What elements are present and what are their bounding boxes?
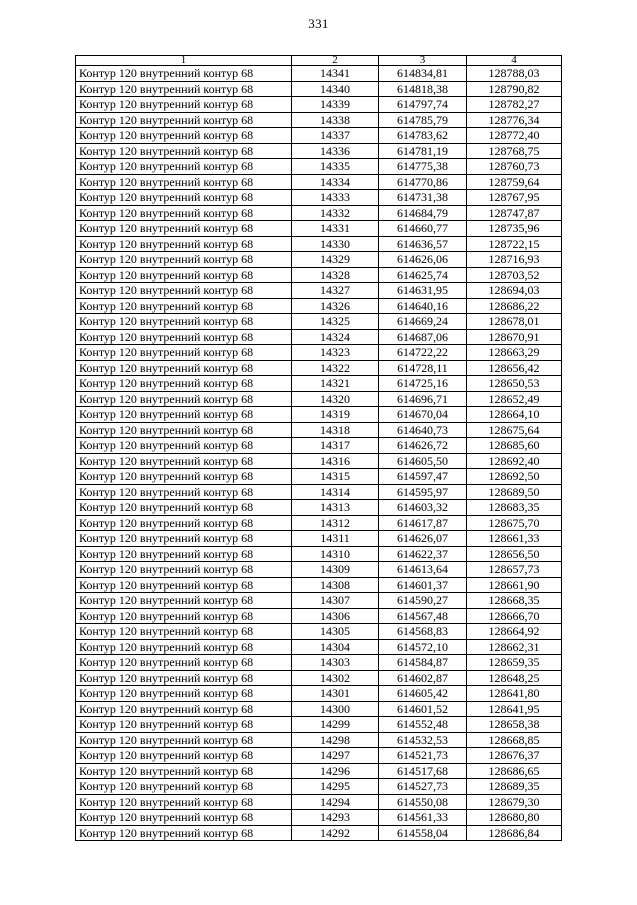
point-number-cell: 14302 bbox=[292, 670, 379, 686]
coordinate-y-cell: 128641,80 bbox=[467, 686, 562, 702]
coordinate-y-cell: 128686,65 bbox=[467, 763, 562, 779]
point-name-cell: Контур 120 внутренний контур 68 bbox=[76, 205, 292, 221]
table-row bbox=[76, 391, 562, 407]
point-number-cell: 14299 bbox=[292, 717, 379, 733]
coordinate-y-cell: 128680,80 bbox=[467, 810, 562, 826]
point-name-cell: Контур 120 внутренний контур 68 bbox=[76, 329, 292, 345]
table-row bbox=[76, 81, 562, 97]
coordinate-x-cell: 614636,57 bbox=[379, 236, 467, 252]
header-col-4: 4 bbox=[467, 56, 562, 66]
coordinate-x-cell: 614785,79 bbox=[379, 112, 467, 128]
point-number-cell: 14318 bbox=[292, 422, 379, 438]
coordinate-y-cell: 128679,30 bbox=[467, 794, 562, 810]
coordinate-x-cell: 614622,37 bbox=[379, 546, 467, 562]
point-number-cell: 14316 bbox=[292, 453, 379, 469]
table-row bbox=[76, 515, 562, 531]
point-name-cell: Контур 120 внутренний контур 68 bbox=[76, 484, 292, 500]
point-number-cell: 14313 bbox=[292, 500, 379, 516]
table-row bbox=[76, 267, 562, 283]
point-name-cell: Контур 120 внутренний контур 68 bbox=[76, 639, 292, 655]
point-number-cell: 14309 bbox=[292, 562, 379, 578]
coordinate-y-cell: 128670,91 bbox=[467, 329, 562, 345]
table-header bbox=[76, 56, 562, 66]
table-row bbox=[76, 376, 562, 392]
coordinate-x-cell: 614670,04 bbox=[379, 407, 467, 423]
coordinate-x-cell: 614797,74 bbox=[379, 97, 467, 113]
coordinate-x-cell: 614783,62 bbox=[379, 128, 467, 144]
point-name-cell: Контур 120 внутренний контур 68 bbox=[76, 376, 292, 392]
coordinate-x-cell: 614626,06 bbox=[379, 252, 467, 268]
table-row bbox=[76, 577, 562, 593]
coordinate-y-cell: 128675,70 bbox=[467, 515, 562, 531]
point-number-cell: 14303 bbox=[292, 655, 379, 671]
point-number-cell: 14315 bbox=[292, 469, 379, 485]
coordinate-x-cell: 614603,32 bbox=[379, 500, 467, 516]
point-name-cell: Контур 120 внутренний контур 68 bbox=[76, 810, 292, 826]
coordinate-x-cell: 614625,74 bbox=[379, 267, 467, 283]
coordinate-x-cell: 614552,48 bbox=[379, 717, 467, 733]
coordinate-y-cell: 128661,33 bbox=[467, 531, 562, 547]
point-number-cell: 14306 bbox=[292, 608, 379, 624]
point-number-cell: 14329 bbox=[292, 252, 379, 268]
coordinate-y-cell: 128689,35 bbox=[467, 779, 562, 795]
table-row bbox=[76, 143, 562, 159]
coordinate-x-cell: 614631,95 bbox=[379, 283, 467, 299]
point-name-cell: Контур 120 внутренний контур 68 bbox=[76, 236, 292, 252]
point-name-cell: Контур 120 внутренний контур 68 bbox=[76, 283, 292, 299]
table-row bbox=[76, 112, 562, 128]
table-row bbox=[76, 639, 562, 655]
coordinate-x-cell: 614601,37 bbox=[379, 577, 467, 593]
table-row bbox=[76, 407, 562, 423]
point-number-cell: 14334 bbox=[292, 174, 379, 190]
point-name-cell: Контур 120 внутренний контур 68 bbox=[76, 717, 292, 733]
point-number-cell: 14304 bbox=[292, 639, 379, 655]
coordinate-x-cell: 614617,87 bbox=[379, 515, 467, 531]
table-row bbox=[76, 174, 562, 190]
coordinate-y-cell: 128658,38 bbox=[467, 717, 562, 733]
point-number-cell: 14340 bbox=[292, 81, 379, 97]
point-number-cell: 14292 bbox=[292, 825, 379, 841]
point-number-cell: 14317 bbox=[292, 438, 379, 454]
table-row bbox=[76, 298, 562, 314]
point-name-cell: Контур 120 внутренний контур 68 bbox=[76, 686, 292, 702]
point-number-cell: 14308 bbox=[292, 577, 379, 593]
coordinate-y-cell: 128648,25 bbox=[467, 670, 562, 686]
coordinate-x-cell: 614550,08 bbox=[379, 794, 467, 810]
coordinate-x-cell: 614770,86 bbox=[379, 174, 467, 190]
point-name-cell: Контур 120 внутренний контур 68 bbox=[76, 221, 292, 237]
table-row bbox=[76, 701, 562, 717]
coordinate-x-cell: 614561,33 bbox=[379, 810, 467, 826]
point-name-cell: Контур 120 внутренний контур 68 bbox=[76, 779, 292, 795]
table-row bbox=[76, 66, 562, 82]
coordinate-x-cell: 614626,72 bbox=[379, 438, 467, 454]
coordinate-x-cell: 614572,10 bbox=[379, 639, 467, 655]
coordinate-y-cell: 128664,92 bbox=[467, 624, 562, 640]
table-row bbox=[76, 329, 562, 345]
table-row bbox=[76, 655, 562, 671]
point-name-cell: Контур 120 внутренний контур 68 bbox=[76, 391, 292, 407]
coordinate-y-cell: 128686,84 bbox=[467, 825, 562, 841]
point-name-cell: Контур 120 внутренний контур 68 bbox=[76, 701, 292, 717]
point-name-cell: Контур 120 внутренний контур 68 bbox=[76, 732, 292, 748]
table-row bbox=[76, 345, 562, 361]
point-number-cell: 14314 bbox=[292, 484, 379, 500]
point-number-cell: 14320 bbox=[292, 391, 379, 407]
point-name-cell: Контур 120 внутренний контур 68 bbox=[76, 112, 292, 128]
coordinate-y-cell: 128676,37 bbox=[467, 748, 562, 764]
point-name-cell: Контур 120 внутренний контур 68 bbox=[76, 531, 292, 547]
point-name-cell: Контур 120 внутренний контур 68 bbox=[76, 143, 292, 159]
coordinate-x-cell: 614722,22 bbox=[379, 345, 467, 361]
table-row bbox=[76, 748, 562, 764]
table-row bbox=[76, 500, 562, 516]
point-name-cell: Контур 120 внутренний контур 68 bbox=[76, 81, 292, 97]
table-row bbox=[76, 422, 562, 438]
coordinate-x-cell: 614595,97 bbox=[379, 484, 467, 500]
header-col-3: 3 bbox=[379, 56, 467, 66]
point-name-cell: Контур 120 внутренний контур 68 bbox=[76, 670, 292, 686]
point-number-cell: 14333 bbox=[292, 190, 379, 206]
point-name-cell: Контур 120 внутренний контур 68 bbox=[76, 422, 292, 438]
point-name-cell: Контур 120 внутренний контур 68 bbox=[76, 763, 292, 779]
point-number-cell: 14324 bbox=[292, 329, 379, 345]
table-row bbox=[76, 546, 562, 562]
table-row bbox=[76, 732, 562, 748]
point-number-cell: 14311 bbox=[292, 531, 379, 547]
coordinate-y-cell: 128666,70 bbox=[467, 608, 562, 624]
point-name-cell: Контур 120 внутренний контур 68 bbox=[76, 438, 292, 454]
point-number-cell: 14305 bbox=[292, 624, 379, 640]
point-number-cell: 14298 bbox=[292, 732, 379, 748]
coordinate-x-cell: 614517,68 bbox=[379, 763, 467, 779]
coordinates-table bbox=[75, 55, 562, 841]
point-name-cell: Контур 120 внутренний контур 68 bbox=[76, 128, 292, 144]
table-row bbox=[76, 360, 562, 376]
point-number-cell: 14323 bbox=[292, 345, 379, 361]
coordinate-x-cell: 614532,53 bbox=[379, 732, 467, 748]
coordinate-x-cell: 614818,38 bbox=[379, 81, 467, 97]
point-number-cell: 14312 bbox=[292, 515, 379, 531]
point-name-cell: Контур 120 внутренний контур 68 bbox=[76, 515, 292, 531]
point-name-cell: Контур 120 внутренний контур 68 bbox=[76, 546, 292, 562]
table-row bbox=[76, 159, 562, 175]
point-name-cell: Контур 120 внутренний контур 68 bbox=[76, 174, 292, 190]
point-name-cell: Контур 120 внутренний контур 68 bbox=[76, 794, 292, 810]
table-row bbox=[76, 469, 562, 485]
coordinate-x-cell: 614696,71 bbox=[379, 391, 467, 407]
coordinate-y-cell: 128689,50 bbox=[467, 484, 562, 500]
point-name-cell: Контур 120 внутренний контур 68 bbox=[76, 748, 292, 764]
coordinate-y-cell: 128685,60 bbox=[467, 438, 562, 454]
coordinate-x-cell: 614660,77 bbox=[379, 221, 467, 237]
point-number-cell: 14310 bbox=[292, 546, 379, 562]
point-number-cell: 14330 bbox=[292, 236, 379, 252]
coordinate-y-cell: 128694,03 bbox=[467, 283, 562, 299]
coordinate-x-cell: 614834,81 bbox=[379, 66, 467, 82]
point-name-cell: Контур 120 внутренний контур 68 bbox=[76, 298, 292, 314]
coordinate-x-cell: 614605,42 bbox=[379, 686, 467, 702]
point-number-cell: 14335 bbox=[292, 159, 379, 175]
coordinate-y-cell: 128692,50 bbox=[467, 469, 562, 485]
coordinate-y-cell: 128776,34 bbox=[467, 112, 562, 128]
table-row bbox=[76, 562, 562, 578]
point-number-cell: 14301 bbox=[292, 686, 379, 702]
point-name-cell: Контур 120 внутренний контур 68 bbox=[76, 608, 292, 624]
point-name-cell: Контур 120 внутренний контур 68 bbox=[76, 655, 292, 671]
coordinate-y-cell: 128683,35 bbox=[467, 500, 562, 516]
table-row bbox=[76, 283, 562, 299]
point-number-cell: 14338 bbox=[292, 112, 379, 128]
coordinate-y-cell: 128782,27 bbox=[467, 97, 562, 113]
point-name-cell: Контур 120 внутренний контур 68 bbox=[76, 407, 292, 423]
point-number-cell: 14337 bbox=[292, 128, 379, 144]
coordinate-x-cell: 614613,64 bbox=[379, 562, 467, 578]
coordinate-x-cell: 614527,73 bbox=[379, 779, 467, 795]
table-row bbox=[76, 314, 562, 330]
point-name-cell: Контур 120 внутренний контур 68 bbox=[76, 267, 292, 283]
point-number-cell: 14307 bbox=[292, 593, 379, 609]
point-name-cell: Контур 120 внутренний контур 68 bbox=[76, 593, 292, 609]
coordinate-y-cell: 128650,53 bbox=[467, 376, 562, 392]
coordinate-y-cell: 128659,35 bbox=[467, 655, 562, 671]
point-number-cell: 14295 bbox=[292, 779, 379, 795]
table-row bbox=[76, 221, 562, 237]
point-number-cell: 14326 bbox=[292, 298, 379, 314]
point-name-cell: Контур 120 внутренний контур 68 bbox=[76, 453, 292, 469]
point-number-cell: 14328 bbox=[292, 267, 379, 283]
point-name-cell: Контур 120 внутренний контур 68 bbox=[76, 500, 292, 516]
point-number-cell: 14341 bbox=[292, 66, 379, 82]
coordinate-x-cell: 614728,11 bbox=[379, 360, 467, 376]
coordinate-x-cell: 614568,83 bbox=[379, 624, 467, 640]
coordinate-x-cell: 614521,73 bbox=[379, 748, 467, 764]
coordinate-x-cell: 614640,73 bbox=[379, 422, 467, 438]
coordinate-x-cell: 614602,87 bbox=[379, 670, 467, 686]
point-number-cell: 14322 bbox=[292, 360, 379, 376]
point-number-cell: 14293 bbox=[292, 810, 379, 826]
coordinate-x-cell: 614781,19 bbox=[379, 143, 467, 159]
page-number: 331 bbox=[308, 16, 329, 31]
point-number-cell: 14319 bbox=[292, 407, 379, 423]
coordinate-y-cell: 128675,64 bbox=[467, 422, 562, 438]
coordinate-x-cell: 614640,16 bbox=[379, 298, 467, 314]
coordinate-x-cell: 614731,38 bbox=[379, 190, 467, 206]
coordinate-y-cell: 128652,49 bbox=[467, 391, 562, 407]
coordinate-x-cell: 614597,47 bbox=[379, 469, 467, 485]
table-row bbox=[76, 779, 562, 795]
table-row bbox=[76, 670, 562, 686]
table-row bbox=[76, 128, 562, 144]
table-row bbox=[76, 794, 562, 810]
point-number-cell: 14327 bbox=[292, 283, 379, 299]
coordinate-x-cell: 614684,79 bbox=[379, 205, 467, 221]
coordinate-y-cell: 128641,95 bbox=[467, 701, 562, 717]
coordinate-y-cell: 128716,93 bbox=[467, 252, 562, 268]
point-name-cell: Контур 120 внутренний контур 68 bbox=[76, 97, 292, 113]
coordinate-y-cell: 128735,96 bbox=[467, 221, 562, 237]
table-row bbox=[76, 236, 562, 252]
coordinate-x-cell: 614775,38 bbox=[379, 159, 467, 175]
point-number-cell: 14300 bbox=[292, 701, 379, 717]
table-row bbox=[76, 608, 562, 624]
coordinate-y-cell: 128722,15 bbox=[467, 236, 562, 252]
coordinate-y-cell: 128668,35 bbox=[467, 593, 562, 609]
coordinate-y-cell: 128772,40 bbox=[467, 128, 562, 144]
table-row bbox=[76, 825, 562, 841]
coordinate-y-cell: 128656,50 bbox=[467, 546, 562, 562]
table-row bbox=[76, 624, 562, 640]
point-number-cell: 14332 bbox=[292, 205, 379, 221]
header-col-1: 1 bbox=[76, 56, 292, 66]
coordinate-y-cell: 128788,03 bbox=[467, 66, 562, 82]
point-number-cell: 14339 bbox=[292, 97, 379, 113]
table-row bbox=[76, 531, 562, 547]
table-row bbox=[76, 717, 562, 733]
coordinate-y-cell: 128656,42 bbox=[467, 360, 562, 376]
table-body bbox=[76, 66, 562, 841]
table-row bbox=[76, 205, 562, 221]
coordinate-y-cell: 128747,87 bbox=[467, 205, 562, 221]
point-name-cell: Контур 120 внутренний контур 68 bbox=[76, 469, 292, 485]
coordinate-y-cell: 128662,31 bbox=[467, 639, 562, 655]
point-number-cell: 14297 bbox=[292, 748, 379, 764]
point-number-cell: 14331 bbox=[292, 221, 379, 237]
coordinate-y-cell: 128759,64 bbox=[467, 174, 562, 190]
point-number-cell: 14296 bbox=[292, 763, 379, 779]
coordinate-y-cell: 128692,40 bbox=[467, 453, 562, 469]
table-row bbox=[76, 190, 562, 206]
coordinate-x-cell: 614687,06 bbox=[379, 329, 467, 345]
coordinate-x-cell: 614584,87 bbox=[379, 655, 467, 671]
point-name-cell: Контур 120 внутренний контур 68 bbox=[76, 577, 292, 593]
point-number-cell: 14325 bbox=[292, 314, 379, 330]
point-name-cell: Контур 120 внутренний контур 68 bbox=[76, 159, 292, 175]
point-name-cell: Контур 120 внутренний контур 68 bbox=[76, 345, 292, 361]
coordinate-x-cell: 614558,04 bbox=[379, 825, 467, 841]
header-col-2: 2 bbox=[292, 56, 379, 66]
coordinate-x-cell: 614725,16 bbox=[379, 376, 467, 392]
header-row bbox=[76, 56, 562, 66]
table-row bbox=[76, 763, 562, 779]
coordinate-x-cell: 614605,50 bbox=[379, 453, 467, 469]
point-name-cell: Контур 120 внутренний контур 68 bbox=[76, 190, 292, 206]
coordinate-y-cell: 128678,01 bbox=[467, 314, 562, 330]
point-name-cell: Контур 120 внутренний контур 68 bbox=[76, 360, 292, 376]
coordinate-y-cell: 128664,10 bbox=[467, 407, 562, 423]
table-row bbox=[76, 686, 562, 702]
coordinate-y-cell: 128668,85 bbox=[467, 732, 562, 748]
coordinate-y-cell: 128657,73 bbox=[467, 562, 562, 578]
table-row bbox=[76, 97, 562, 113]
point-number-cell: 14336 bbox=[292, 143, 379, 159]
coordinate-y-cell: 128703,52 bbox=[467, 267, 562, 283]
coordinate-x-cell: 614590,27 bbox=[379, 593, 467, 609]
coordinate-x-cell: 614601,52 bbox=[379, 701, 467, 717]
coordinate-x-cell: 614567,48 bbox=[379, 608, 467, 624]
point-name-cell: Контур 120 внутренний контур 68 bbox=[76, 624, 292, 640]
coordinate-y-cell: 128661,90 bbox=[467, 577, 562, 593]
coordinate-y-cell: 128768,75 bbox=[467, 143, 562, 159]
table-row bbox=[76, 593, 562, 609]
table-row bbox=[76, 453, 562, 469]
coordinate-x-cell: 614626,07 bbox=[379, 531, 467, 547]
table-row bbox=[76, 438, 562, 454]
table-row bbox=[76, 810, 562, 826]
coordinate-y-cell: 128767,95 bbox=[467, 190, 562, 206]
table-row bbox=[76, 252, 562, 268]
point-name-cell: Контур 120 внутренний контур 68 bbox=[76, 66, 292, 82]
point-name-cell: Контур 120 внутренний контур 68 bbox=[76, 825, 292, 841]
point-number-cell: 14294 bbox=[292, 794, 379, 810]
coordinate-y-cell: 128663,29 bbox=[467, 345, 562, 361]
coordinate-y-cell: 128790,82 bbox=[467, 81, 562, 97]
point-name-cell: Контур 120 внутренний контур 68 bbox=[76, 314, 292, 330]
table-row bbox=[76, 484, 562, 500]
point-number-cell: 14321 bbox=[292, 376, 379, 392]
coordinate-x-cell: 614669,24 bbox=[379, 314, 467, 330]
coordinate-y-cell: 128686,22 bbox=[467, 298, 562, 314]
point-name-cell: Контур 120 внутренний контур 68 bbox=[76, 562, 292, 578]
coordinate-y-cell: 128760,73 bbox=[467, 159, 562, 175]
point-name-cell: Контур 120 внутренний контур 68 bbox=[76, 252, 292, 268]
